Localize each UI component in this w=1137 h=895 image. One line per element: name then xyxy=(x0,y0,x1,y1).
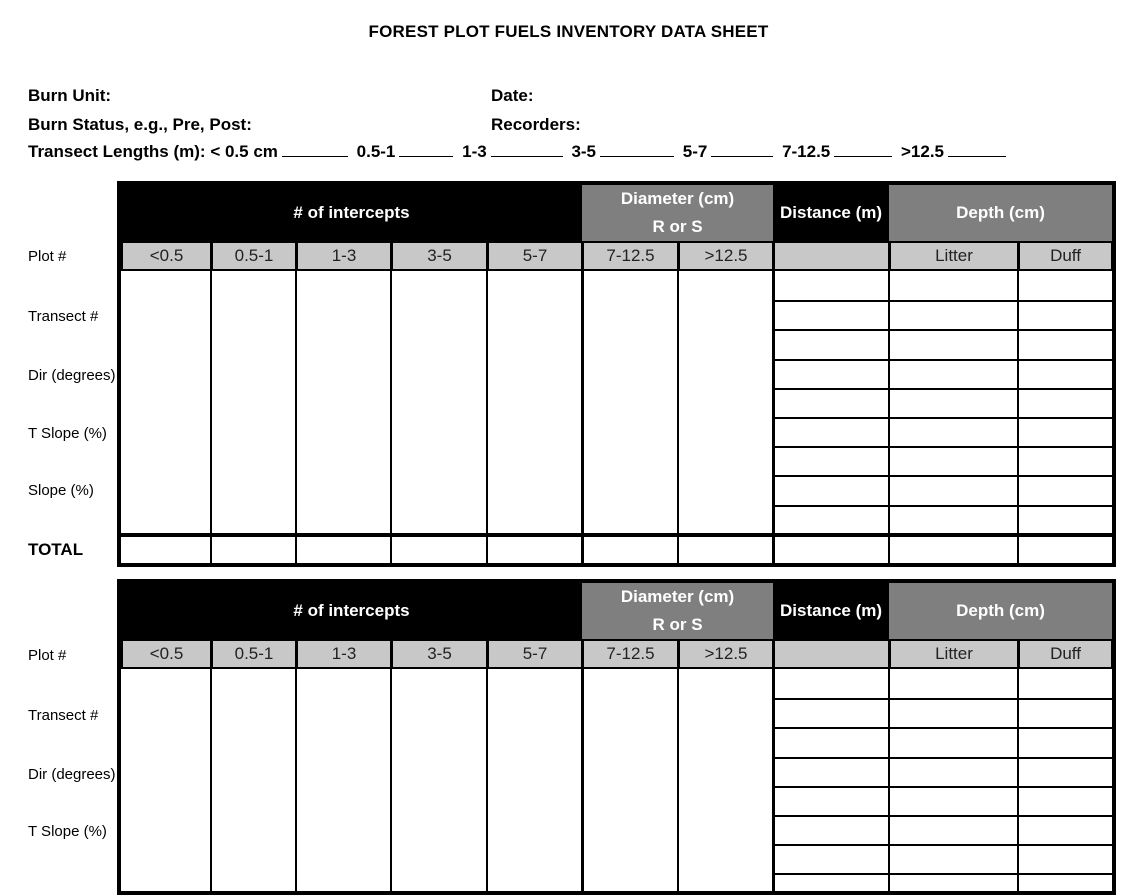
size-class-header: >12.5 xyxy=(680,641,772,667)
tl-class: 1-3 xyxy=(462,142,487,161)
intercept-cell[interactable] xyxy=(213,271,294,531)
distance-subheader xyxy=(775,243,888,269)
size-class-header: <0.5 xyxy=(123,641,210,667)
diameter-header-line1: Diameter (cm) xyxy=(620,587,735,606)
total-cell[interactable] xyxy=(298,537,389,563)
total-cell[interactable] xyxy=(213,537,294,563)
tl-blank[interactable] xyxy=(600,142,674,157)
size-class-header: 7-12.5 xyxy=(584,641,677,667)
intercept-cell[interactable] xyxy=(680,271,771,531)
total-cell[interactable] xyxy=(1020,537,1110,563)
column-divider xyxy=(677,271,679,567)
transect-label: Transect # xyxy=(28,308,99,325)
tl-blank[interactable] xyxy=(399,142,453,157)
row-divider xyxy=(773,446,1112,448)
transect-label: Transect # xyxy=(28,707,99,724)
intercept-cell[interactable] xyxy=(584,669,676,893)
intercept-cell[interactable] xyxy=(680,669,771,893)
column-divider xyxy=(888,271,890,567)
intercept-cell[interactable] xyxy=(393,669,485,893)
column-divider xyxy=(390,669,392,895)
diameter-header-line1: Diameter (cm) xyxy=(620,189,735,208)
row-divider xyxy=(773,388,1112,390)
total-cell[interactable] xyxy=(680,537,771,563)
intercepts-header: # of intercepts xyxy=(121,583,582,639)
total-label: TOTAL xyxy=(28,540,84,559)
intercept-cell[interactable] xyxy=(584,271,676,531)
litter-header: Litter xyxy=(891,243,1017,269)
size-class-header: 0.5-1 xyxy=(213,243,295,269)
sheet-title: FOREST PLOT FUELS INVENTORY DATA SHEET xyxy=(368,22,769,41)
diameter-header-line2: R or S xyxy=(652,615,703,634)
intercept-cell[interactable] xyxy=(489,669,580,893)
recorders-label: Recorders: xyxy=(491,115,581,134)
total-cell[interactable] xyxy=(123,537,209,563)
t-slope-label: T Slope (%) xyxy=(28,823,107,840)
size-class-header: 5-7 xyxy=(489,641,581,667)
column-divider xyxy=(1017,271,1019,567)
column-divider xyxy=(677,669,679,895)
tl-class: 3-5 xyxy=(571,142,597,161)
intercepts-header: # of intercepts xyxy=(121,185,582,241)
intercept-cell[interactable] xyxy=(298,271,389,531)
tl-class: 5-7 xyxy=(682,142,708,161)
row-divider xyxy=(773,786,1112,788)
total-cell[interactable] xyxy=(584,537,676,563)
duff-header: Duff xyxy=(1020,641,1111,667)
diameter-header xyxy=(582,185,773,241)
t-slope-label: T Slope (%) xyxy=(28,425,107,442)
tl-blank[interactable] xyxy=(834,142,892,157)
intercept-cell[interactable] xyxy=(298,669,389,893)
depth-header: Depth (cm) xyxy=(889,185,1112,241)
intercept-cell[interactable] xyxy=(123,271,209,531)
size-class-header: 1-3 xyxy=(298,641,390,667)
column-divider xyxy=(295,271,297,567)
row-divider xyxy=(773,359,1112,361)
distance-header: Distance (m) xyxy=(773,583,889,639)
tl-class: < 0.5 cm xyxy=(210,142,278,161)
size-class-header: >12.5 xyxy=(680,243,772,269)
size-class-header: 5-7 xyxy=(489,243,581,269)
total-cell[interactable] xyxy=(489,537,580,563)
column-divider xyxy=(210,271,212,567)
tl-blank[interactable] xyxy=(948,142,1006,157)
duff-header: Duff xyxy=(1020,243,1111,269)
row-divider xyxy=(773,329,1112,331)
row-divider xyxy=(773,505,1112,507)
intercept-cell[interactable] xyxy=(393,271,485,531)
intercept-cell[interactable] xyxy=(489,271,580,531)
distance-subheader xyxy=(775,641,888,667)
row-divider xyxy=(773,844,1112,846)
row-divider xyxy=(773,475,1112,477)
row-divider xyxy=(773,815,1112,817)
tl-blank[interactable] xyxy=(711,142,773,157)
plot-label: Plot # xyxy=(28,647,67,664)
size-class-header: 0.5-1 xyxy=(213,641,295,667)
size-class-header: <0.5 xyxy=(123,243,210,269)
dir-label: Dir (degrees) xyxy=(28,766,116,783)
size-class-header: 3-5 xyxy=(393,243,486,269)
tl-class: 0.5-1 xyxy=(356,142,396,161)
total-cell[interactable] xyxy=(393,537,485,563)
diameter-header-line2: R or S xyxy=(652,217,703,236)
size-class-header: 7-12.5 xyxy=(584,243,677,269)
burn-status-label: Burn Status, e.g., Pre, Post: xyxy=(28,115,252,134)
row-divider xyxy=(773,417,1112,419)
row-divider xyxy=(773,300,1112,302)
column-divider xyxy=(486,271,488,567)
plot-label: Plot # xyxy=(28,248,67,265)
row-divider xyxy=(773,757,1112,759)
column-divider xyxy=(295,669,297,895)
column-divider xyxy=(210,669,212,895)
column-divider xyxy=(772,271,775,567)
slope-label: Slope (%) xyxy=(28,482,94,499)
diameter-header xyxy=(582,583,773,639)
tl-blank[interactable] xyxy=(282,142,348,157)
row-divider xyxy=(773,727,1112,729)
row-divider xyxy=(773,698,1112,700)
transect-lengths-label: Transect Lengths (m): xyxy=(28,142,206,161)
column-divider xyxy=(1017,669,1019,895)
column-divider xyxy=(390,271,392,567)
column-divider xyxy=(888,669,890,895)
tl-blank[interactable] xyxy=(491,142,563,157)
dir-label: Dir (degrees) xyxy=(28,367,116,384)
size-class-header: 1-3 xyxy=(298,243,390,269)
column-divider xyxy=(772,669,775,895)
litter-header: Litter xyxy=(891,641,1017,667)
depth-header: Depth (cm) xyxy=(889,583,1112,639)
intercept-cell[interactable] xyxy=(213,669,294,893)
transect-lengths-row xyxy=(28,142,1010,162)
burn-unit-label: Burn Unit: xyxy=(28,86,112,105)
total-cell[interactable] xyxy=(891,537,1016,563)
column-divider xyxy=(486,669,488,895)
distance-header: Distance (m) xyxy=(773,185,889,241)
intercept-cell[interactable] xyxy=(123,669,209,893)
size-class-header: 3-5 xyxy=(393,641,486,667)
date-label: Date: xyxy=(491,86,534,105)
tl-class: 7-12.5 xyxy=(782,142,831,161)
tl-class: >12.5 xyxy=(901,142,945,161)
total-cell[interactable] xyxy=(775,537,887,563)
